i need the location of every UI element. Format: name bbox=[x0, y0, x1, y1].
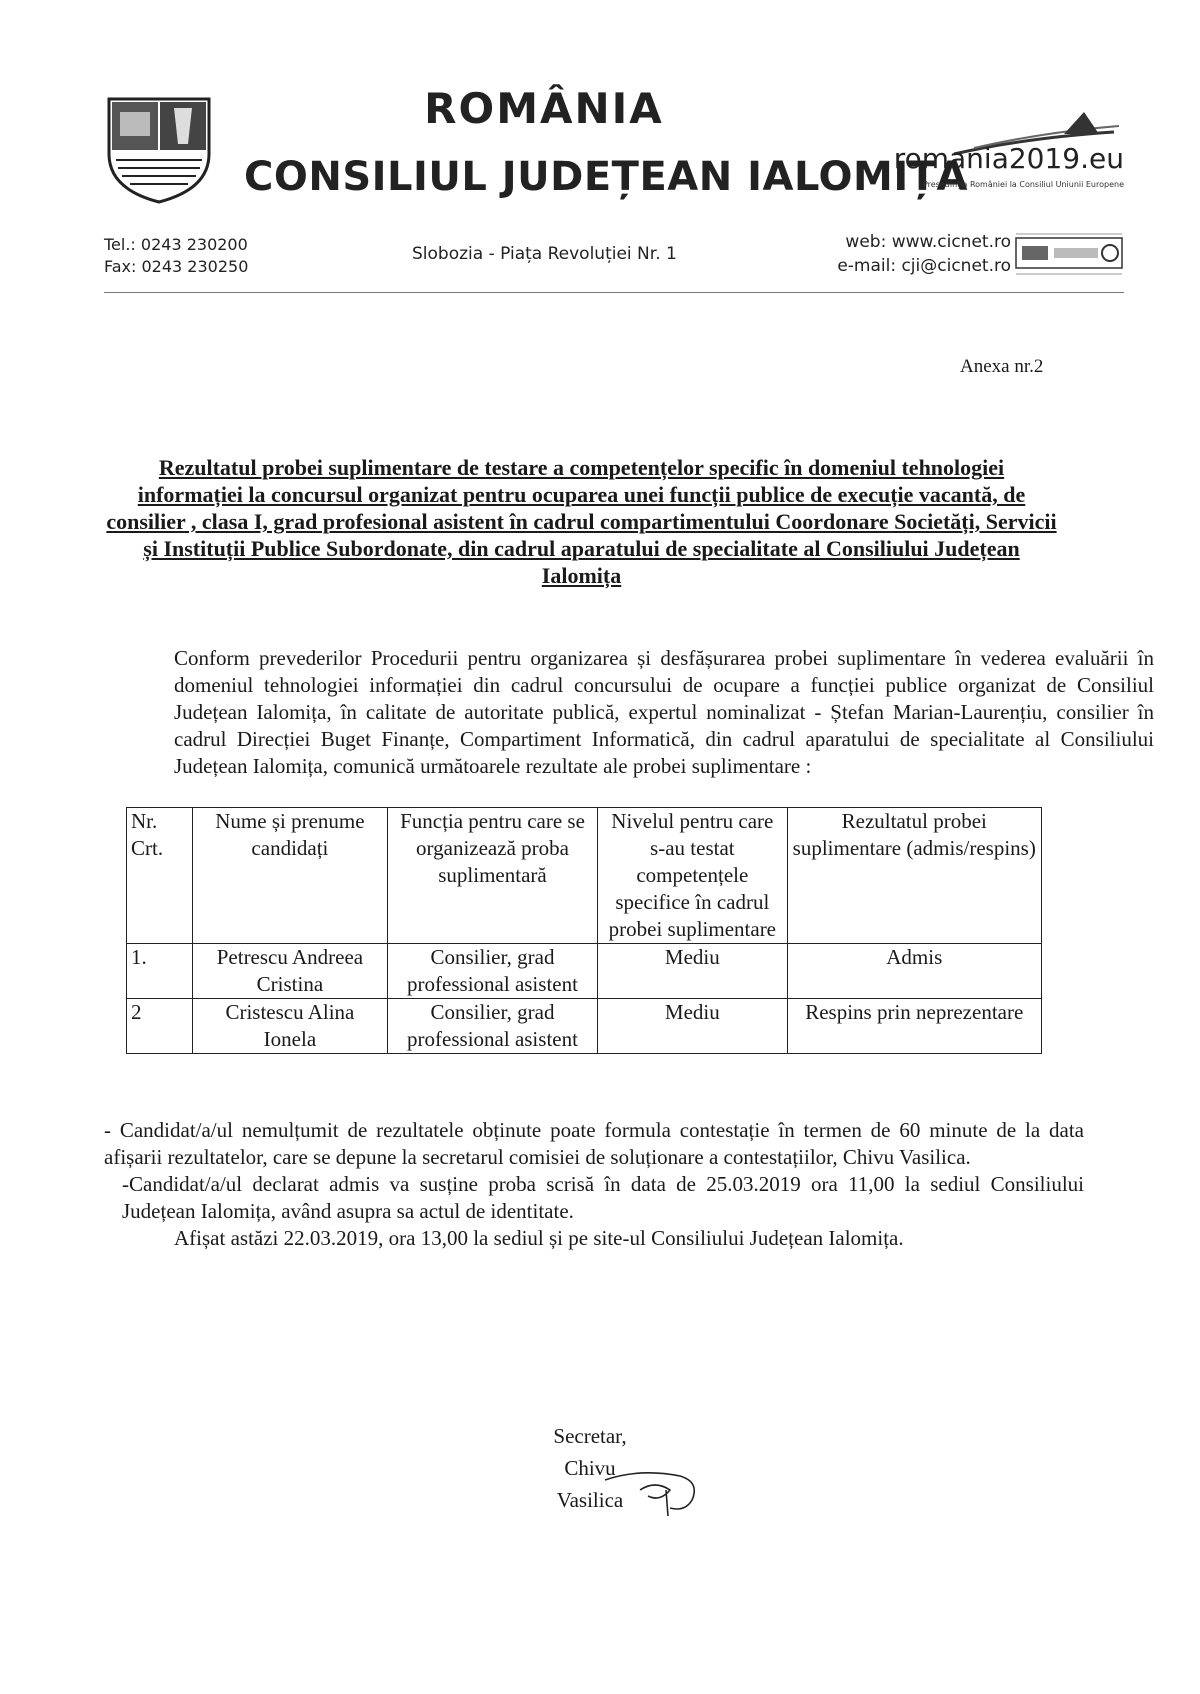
presidency-logo-text: romania2019.eu bbox=[893, 142, 1124, 175]
header-candidate-name: Nume și prenume candidați bbox=[193, 808, 388, 944]
written-exam-note: -Candidat/a/ul declarat admis va susține proba scrisă în data de 25.03.2019 ora 11,00 la sediul Consiliului Județean Ialomița, având asupra sa actul de identitate. bbox=[122, 1172, 1084, 1223]
country-title: ROMÂNIA bbox=[424, 84, 664, 133]
fax-number: Fax: 0243 230250 bbox=[104, 257, 249, 276]
table-header-row bbox=[127, 808, 1042, 944]
letterhead bbox=[104, 84, 1124, 214]
website: web: www.cicnet.ro bbox=[845, 232, 1011, 252]
candidate-position: Consilier, grad professional asistent bbox=[387, 944, 597, 999]
candidate-level: Mediu bbox=[598, 999, 787, 1054]
certification-logo-icon bbox=[1014, 230, 1126, 280]
intro-paragraph: Conform prevederilor Procedurii pentru organizarea și desfășurarea probei suplimentare în vederea evaluării în domeniul tehnologiei informației din cadrul concursului de ocupare a funcției publice organizat de Consiliul Județean Ialomița, în calitate de autoritate publică, expertul nominalizat - Ștefan Marian-Laurențiu, consilier în cadrul Direcției Buget Finanțe, Compartiment Informatică, din cadrul aparatului de specialitate al Consiliului Județean Ialomița, comunică următoarele rezultate ale probei suplimentare : bbox=[174, 646, 1154, 778]
header-divider bbox=[104, 292, 1124, 293]
annex-label: Anexa nr.2 bbox=[960, 356, 1044, 377]
candidate-name: Cristescu Alina Ionela bbox=[193, 999, 388, 1054]
appeal-note: - Candidat/a/ul nemulțumit de rezultatele obținute poate formula contestație în termen de 60 minute de la data afișarii rezultatelor, care se depune la secretarul comisiei de soluționare a contestațiilor, Chivu Vasilica. bbox=[104, 1118, 1084, 1169]
signatory-role: Secretar, bbox=[553, 1424, 627, 1448]
address: Slobozia - Piața Revoluției Nr. 1 bbox=[412, 244, 677, 264]
phone-number: Tel.: 0243 230200 bbox=[104, 235, 248, 254]
results-table bbox=[126, 807, 1042, 1054]
row-number: 2 bbox=[127, 999, 193, 1054]
table-row bbox=[127, 999, 1042, 1054]
header-position: Funcția pentru care se organizează proba suplimentară bbox=[387, 808, 597, 944]
presidency-logo-subtitle: Președinția României la Consiliul Uniunii Europene bbox=[922, 180, 1124, 189]
candidate-result: Admis bbox=[787, 944, 1042, 999]
posting-note: Afișat astăzi 22.03.2019, ora 13,00 la sediul și pe site-ul Consiliului Județean Ialomița. bbox=[174, 1226, 904, 1250]
header-level: Nivelul pentru care s-au testat competențele specifice în cadrul probei suplimentare bbox=[598, 808, 787, 944]
candidate-position: Consilier, grad professional asistent bbox=[387, 999, 597, 1054]
notes-section bbox=[104, 1117, 1084, 1252]
handwritten-signature-icon bbox=[600, 1450, 710, 1520]
document-title: Rezultatul probei suplimentare de testare a competențelor specific în domeniul tehnologiei informației la concursul organizat pentru ocuparea unei funcții publice de execuție vacantă, de consilier , clasa I, grad profesional asistent în cadrul compartimentului Coordonare Societăți, Servicii și Instituții Publice Subordonate, din cadrul aparatului de specialitate al Consiliului Județean Ialomița bbox=[106, 455, 1057, 588]
candidate-name: Petrescu Andreea Cristina bbox=[193, 944, 388, 999]
institution-title: CONSILIUL JUDEȚEAN IALOMIȚA bbox=[244, 154, 968, 200]
candidate-level: Mediu bbox=[598, 944, 787, 999]
header-nr-crt: Nr. Crt. bbox=[127, 808, 193, 944]
candidate-result: Respins prin neprezentare bbox=[787, 999, 1042, 1054]
row-number: 1. bbox=[127, 944, 193, 999]
header-result: Rezultatul probei suplimentare (admis/respins) bbox=[787, 808, 1042, 944]
signatory-name: Chivu Vasilica bbox=[556, 1456, 624, 1512]
email: e-mail: cji@cicnet.ro bbox=[837, 256, 1011, 276]
table-row bbox=[127, 944, 1042, 999]
contact-bar bbox=[104, 230, 1124, 290]
